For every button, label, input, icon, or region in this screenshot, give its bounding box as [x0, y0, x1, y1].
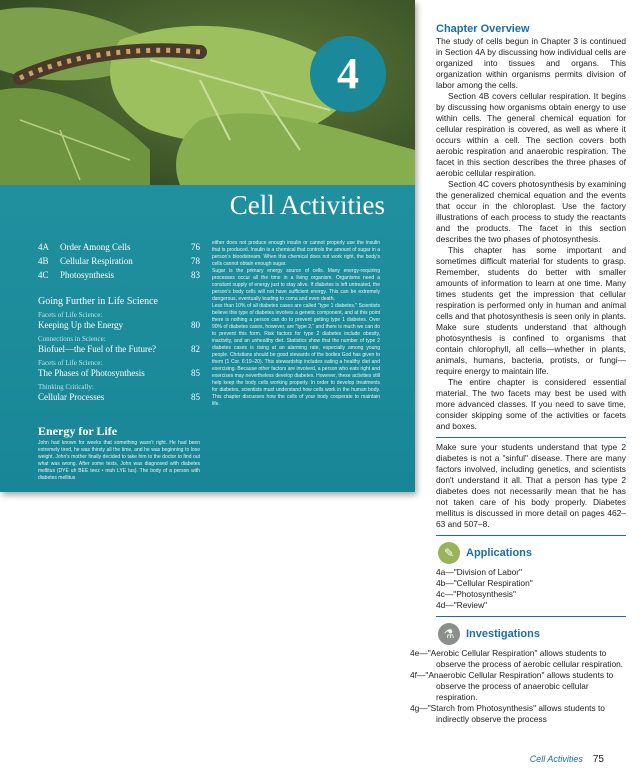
investigations-header	[436, 623, 626, 645]
page-footer	[530, 754, 604, 765]
list-item: 4f—"Anaerobic Cellular Respiration" allows students to observe the process of anaerobic cellular respiration.	[410, 670, 614, 702]
further-entry[interactable]: Biofuel—the Fuel of the Future? 82	[38, 344, 200, 354]
intro-continuation-text: either does not produce enough insulin or cannot properly use the insulin that is produced. Insulin is a chemical that controls the amount of sugar in a person's bloodstream. When this chemical does not work right, the body's cells cannot obtain enough sugar. Sugar is the primary energy source of cells. Many energy-requiring processes occur all the time in a living organism. Organisms need a constant supply of energy just to stay alive. If diabetes is left untreated, the person's body cells will not have sufficient energy. This can be extremely dangerous, eventually leading to coma and even death. Less than 10% of all diabetes cases are called "type 1 diabetes." Scientists believe this type of diabetes involves a genetic component, and at this point there is nothing a person can do to prevent getting type 1 diabetes. Over 90% of diabetes cases, however, are "type 2," and there is much we can do to prevent this form. Risk factors for type 2 diabetes include obesity, inactivity, and an unhealthy diet. Statistics show that the number of type 2 diabetes cases is rising at an alarming rate, especially among young people. Christians should be good stewards of the bodies God has given to them (1 Cor. 6:19–20). This stewardship includes eating a healthy diet and exercising. Because other factors are involved, a person who eats right and exercises may nevertheless develop diabetes. However, these activities still help keep the body cells working properly. In order to develop treatments for diabetes, scientists must understand how cells work in the human body. This chapter discusses how the cells of your body cooperate to maintain life.	[212, 240, 380, 407]
chapter-overview-heading: Chapter Overview	[436, 23, 530, 35]
applications-list	[436, 567, 626, 611]
toc-entry[interactable]: 4A Order Among Cells 76	[38, 242, 200, 252]
further-category: Facets of Life Science:	[38, 311, 103, 319]
overview-paragraph: This chapter has some important and sometimes difficult material for students to grasp. Remember, students do better with smaller amounts of information to learn at one time. Many times students get the impression that cellular respiration is performed only in human and animal cells and that photosynthesis is seen only in plants. Make sure students understand that although photosynthesis is confined to organisms that contain chlorophyll, all cells—whether in plants, animals, humans, bacteria, protists, or fungi—require energy to maintain life.	[436, 245, 626, 376]
further-entry[interactable]: The Phases of Photosynthesis 85	[38, 368, 200, 378]
diabetes-note: Make sure your students understand that type 2 diabetes is not a "sinful" disease. There are many factors involved, including genetics, and scientists don't understand it all. That a person has type 2 diabetes does not necessarily mean that he has not taken care of his body properly. Diabetes mellitus is discussed in more detail on pages 462–63 and 507–8.	[436, 442, 626, 529]
energy-heading: Energy for Life	[38, 424, 118, 438]
overview-paragraph: Section 4C covers photosynthesis by examining the generalized chemical equation and the events that occur in the chloroplast. Use the factory illustrations of each process to study the reactants and the products. The facet in this section describes the two phases of photosynthesis.	[436, 179, 626, 244]
applications-header	[436, 542, 626, 564]
list-item: 4d—"Review"	[436, 600, 488, 610]
toc-entry[interactable]: 4C Photosynthesis 83	[38, 270, 200, 280]
overview-paragraph: The entire chapter is considered essential material. The two facets may best be used with more advanced classes. If you need to save time, consider skipping some of the activities or facets and boxes.	[436, 377, 626, 431]
divider	[436, 616, 626, 617]
list-item: 4g—"Starch from Photosynthesis" allows students to indirectly observe the process	[410, 703, 605, 724]
table-of-contents	[38, 240, 200, 403]
chapter-title: Cell Activities	[229, 190, 385, 220]
list-item: 4c—"Photosynthesis"	[436, 589, 516, 599]
investigations-heading: Investigations	[466, 627, 540, 640]
further-entry[interactable]: Cellular Processes 85	[38, 392, 200, 402]
divider	[436, 535, 626, 536]
running-title: Cell Activities	[529, 754, 583, 764]
page-number: 75	[592, 754, 604, 765]
overview-paragraph: The study of cells begun in Chapter 3 is continued in Section 4A by discussing how individual cells are organized into tissues and organs. This organization within organisms permits division of labor among the cells.	[436, 36, 626, 90]
further-heading: Going Further in Life Science	[38, 296, 158, 307]
chapter-number-badge: 4	[310, 36, 386, 112]
energy-intro-text: John had known for weeks that something wasn't right. He had been extremely tired, he was thirsty all the time, and he was beginning to lose weight. John's mother finally decided to take him to the doctor to find out what was wrong. After some tests, John was diagnosed with diabetes mellitus (DYE uh BEE teez • muh LYE tus). The body of a person with diabetes mellitus	[38, 440, 200, 481]
list-item: 4b—"Cellular Respiration"	[436, 578, 533, 588]
investigations-list	[410, 648, 626, 725]
further-entry[interactable]: Keeping Up the Energy 80	[38, 320, 200, 330]
microscope-icon: ⚗	[438, 623, 460, 645]
list-item: 4e—"Aerobic Cellular Respiration" allows students to observe the process of aerobic cellular respiration.	[410, 648, 624, 669]
student-page-preview	[0, 0, 415, 492]
toc-entry[interactable]: 4B Cellular Respiration 78	[38, 256, 200, 266]
overview-paragraph: Section 4B covers cellular respiration. It begins by discussing how organisms obtain energy to use within cells. The general chemical equation for cellular respiration is covered, as well as where it occurs within a cell. The section covers both aerobic respiration and anaerobic respiration. The facet in this section describes the three phases of aerobic cellular respiration.	[436, 91, 626, 178]
further-category: Connections in Science:	[38, 335, 106, 343]
teacher-column	[410, 22, 626, 725]
list-item: 4a—"Division of Labor"	[436, 567, 523, 577]
further-category: Facets of Life Science:	[38, 359, 103, 367]
further-category: Thinking Critically:	[38, 383, 94, 391]
divider	[436, 437, 626, 438]
pencil-icon: ✎	[438, 542, 460, 564]
applications-heading: Applications	[466, 546, 533, 559]
